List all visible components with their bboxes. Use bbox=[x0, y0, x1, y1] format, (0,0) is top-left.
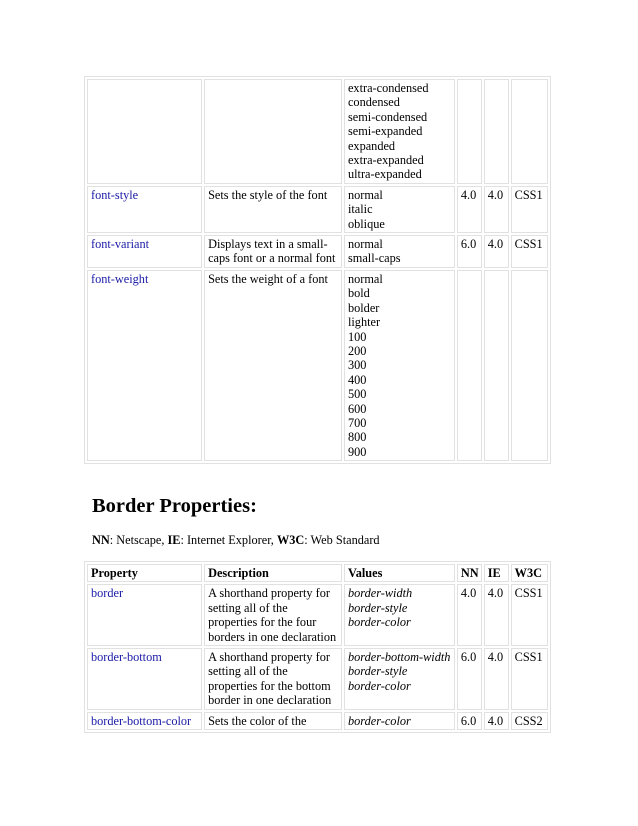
nn-support: 6.0 bbox=[457, 712, 482, 730]
legend-nn-text: : Netscape, bbox=[109, 533, 168, 547]
property-description: Sets the weight of a font bbox=[204, 270, 342, 461]
property-description bbox=[204, 79, 342, 184]
value-item: border-bottom-width bbox=[347, 650, 451, 665]
border-properties-table bbox=[84, 561, 551, 733]
value-item: 700 bbox=[347, 415, 367, 430]
table-row bbox=[87, 235, 548, 268]
value-item: border-style bbox=[347, 664, 408, 679]
value-item: expanded bbox=[347, 138, 396, 153]
table-row bbox=[87, 648, 548, 710]
section-title: Border Properties: bbox=[92, 495, 257, 517]
value-item: bolder bbox=[347, 300, 380, 315]
value-item: normal bbox=[347, 237, 383, 252]
value-item: 500 bbox=[347, 387, 367, 402]
value-item: border-width bbox=[347, 586, 413, 601]
value-item: normal bbox=[347, 271, 383, 286]
property-name[interactable]: border-bottom-color bbox=[87, 712, 202, 730]
header-nn: NN bbox=[457, 564, 482, 582]
legend-line bbox=[92, 533, 380, 548]
w3c-support: CSS1 bbox=[511, 235, 548, 268]
value-item: semi-expanded bbox=[347, 124, 423, 139]
table-row bbox=[87, 712, 548, 730]
nn-support bbox=[457, 270, 482, 461]
ie-support: 4.0 bbox=[484, 648, 509, 710]
ie-support: 4.0 bbox=[484, 712, 509, 730]
property-description: Sets the style of the font bbox=[204, 186, 342, 233]
w3c-support: CSS2 bbox=[511, 712, 548, 730]
ie-support bbox=[484, 270, 509, 461]
property-name[interactable]: font-style bbox=[87, 186, 202, 233]
property-name bbox=[87, 79, 202, 184]
value-item: semi-condensed bbox=[347, 109, 428, 124]
value-item: border-style bbox=[347, 600, 408, 615]
value-item: border-color bbox=[347, 678, 411, 693]
property-name[interactable]: border-bottom bbox=[87, 648, 202, 710]
table-row bbox=[87, 186, 548, 233]
nn-support bbox=[457, 79, 482, 184]
value-item: 900 bbox=[347, 444, 367, 459]
value-item: 800 bbox=[347, 430, 367, 445]
nn-support: 4.0 bbox=[457, 584, 482, 646]
value-item: 200 bbox=[347, 343, 367, 358]
property-description: A shorthand property for setting all of the properties for the bottom border in one declaration bbox=[204, 648, 342, 710]
header-w3c: W3C bbox=[511, 564, 548, 582]
property-description: Displays text in a small-caps font or a normal font bbox=[204, 235, 342, 268]
header-row bbox=[87, 564, 548, 582]
property-name[interactable]: border bbox=[87, 584, 202, 646]
property-description: Sets the color of the bbox=[204, 712, 342, 730]
value-item: 600 bbox=[347, 401, 367, 416]
nn-support: 6.0 bbox=[457, 648, 482, 710]
value-item: oblique bbox=[347, 216, 385, 231]
value-item: extra-expanded bbox=[347, 153, 424, 168]
value-item: extra-condensed bbox=[347, 81, 429, 95]
legend-nn-key: NN bbox=[92, 533, 110, 547]
ie-support: 4.0 bbox=[484, 186, 509, 233]
property-values bbox=[344, 648, 455, 710]
font-properties-table bbox=[84, 76, 551, 464]
value-item: 300 bbox=[347, 358, 367, 373]
value-item: 100 bbox=[347, 329, 367, 344]
property-values bbox=[344, 186, 455, 233]
header-description: Description bbox=[204, 564, 342, 582]
table-row bbox=[87, 270, 548, 461]
ie-support: 4.0 bbox=[484, 584, 509, 646]
value-item: border-color bbox=[347, 713, 411, 728]
value-item: normal bbox=[347, 187, 383, 202]
header-values: Values bbox=[344, 564, 455, 582]
ie-support: 4.0 bbox=[484, 235, 509, 268]
legend-ie-key: IE bbox=[167, 533, 181, 547]
table-row bbox=[87, 79, 548, 184]
legend-w3c-key: W3C bbox=[276, 533, 305, 547]
value-item: 400 bbox=[347, 372, 367, 387]
legend-ie-text: : Internet Explorer, bbox=[180, 533, 277, 547]
value-item: border-color bbox=[347, 615, 411, 630]
header-ie: IE bbox=[484, 564, 509, 582]
w3c-support bbox=[511, 270, 548, 461]
value-item: small-caps bbox=[347, 251, 401, 266]
property-name[interactable]: font-weight bbox=[87, 270, 202, 461]
ie-support bbox=[484, 79, 509, 184]
property-values bbox=[344, 235, 455, 268]
value-item: ultra-expanded bbox=[347, 167, 422, 182]
value-item: bold bbox=[347, 286, 370, 301]
property-values bbox=[344, 79, 455, 184]
property-values bbox=[344, 270, 455, 461]
property-description: A shorthand property for setting all of the properties for the four borders in one declaration bbox=[204, 584, 342, 646]
table-row bbox=[87, 584, 548, 646]
w3c-support: CSS1 bbox=[511, 584, 548, 646]
w3c-support: CSS1 bbox=[511, 648, 548, 710]
value-item: italic bbox=[347, 202, 373, 217]
legend-w3c-text: : Web Standard bbox=[304, 533, 380, 547]
w3c-support: CSS1 bbox=[511, 186, 548, 233]
nn-support: 6.0 bbox=[457, 235, 482, 268]
nn-support: 4.0 bbox=[457, 186, 482, 233]
property-name[interactable]: font-variant bbox=[87, 235, 202, 268]
header-property: Property bbox=[87, 564, 202, 582]
w3c-support bbox=[511, 79, 548, 184]
property-values bbox=[344, 712, 455, 730]
value-item: lighter bbox=[347, 315, 381, 330]
value-item: condensed bbox=[347, 95, 400, 110]
property-values bbox=[344, 584, 455, 646]
